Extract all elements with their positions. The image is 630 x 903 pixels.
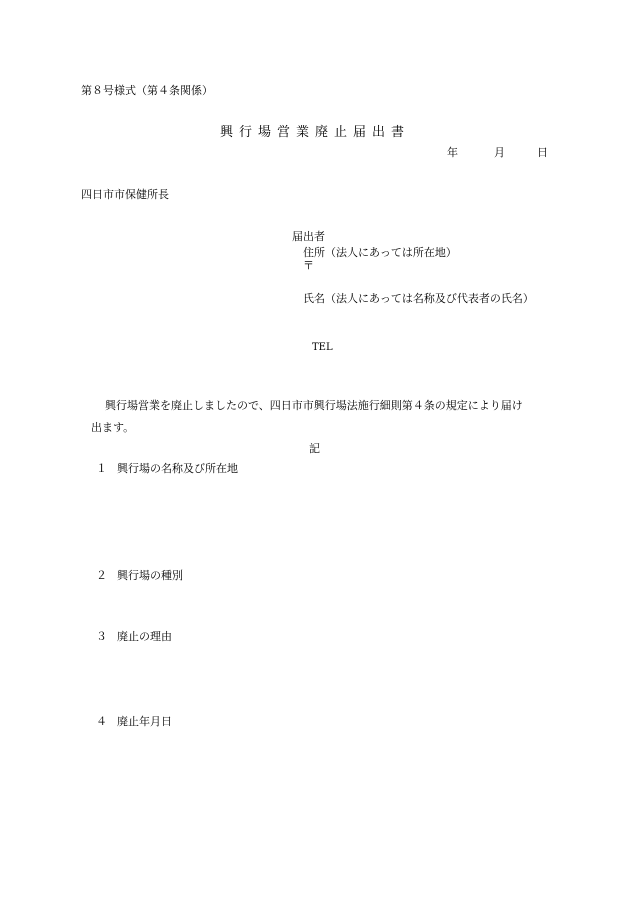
tel-label: TEL [312,342,333,353]
item-label-abolition-date: 廃止年月日 [117,715,172,728]
item-number: １ [96,462,107,475]
item-label-facility-type: 興行場の種別 [117,569,183,582]
item-number: ３ [96,630,107,643]
document-title: 興行場営業廃止届出書 [219,125,410,140]
item-label-abolition-reason: 廃止の理由 [117,630,172,643]
name-label: 氏名（法人にあっては名称及び代表者の氏名） [303,292,534,305]
postal-mark: 〒 [303,259,314,272]
applicant-label: 届出者 [292,230,325,243]
item-number: ４ [96,715,107,728]
date-day-label: 日 [537,146,548,159]
statement-text-line-2: 出ます。 [91,421,135,434]
date-month-label: 月 [494,146,505,159]
form-number: 第８号様式（第４条関係） [81,84,213,97]
statement-text-line-1: 興行場営業を廃止しましたので、四日市市興行場法施行細則第４条の規定により届け [105,399,523,412]
item-number: ２ [96,569,107,582]
addressee: 四日市市保健所長 [81,188,169,201]
date-line [0,147,630,161]
item-label-facility-name-address: 興行場の名称及び所在地 [117,462,238,475]
ki-label: 記 [309,442,320,455]
date-year-label: 年 [447,146,458,159]
address-label: 住所（法人にあっては所在地） [303,246,457,259]
